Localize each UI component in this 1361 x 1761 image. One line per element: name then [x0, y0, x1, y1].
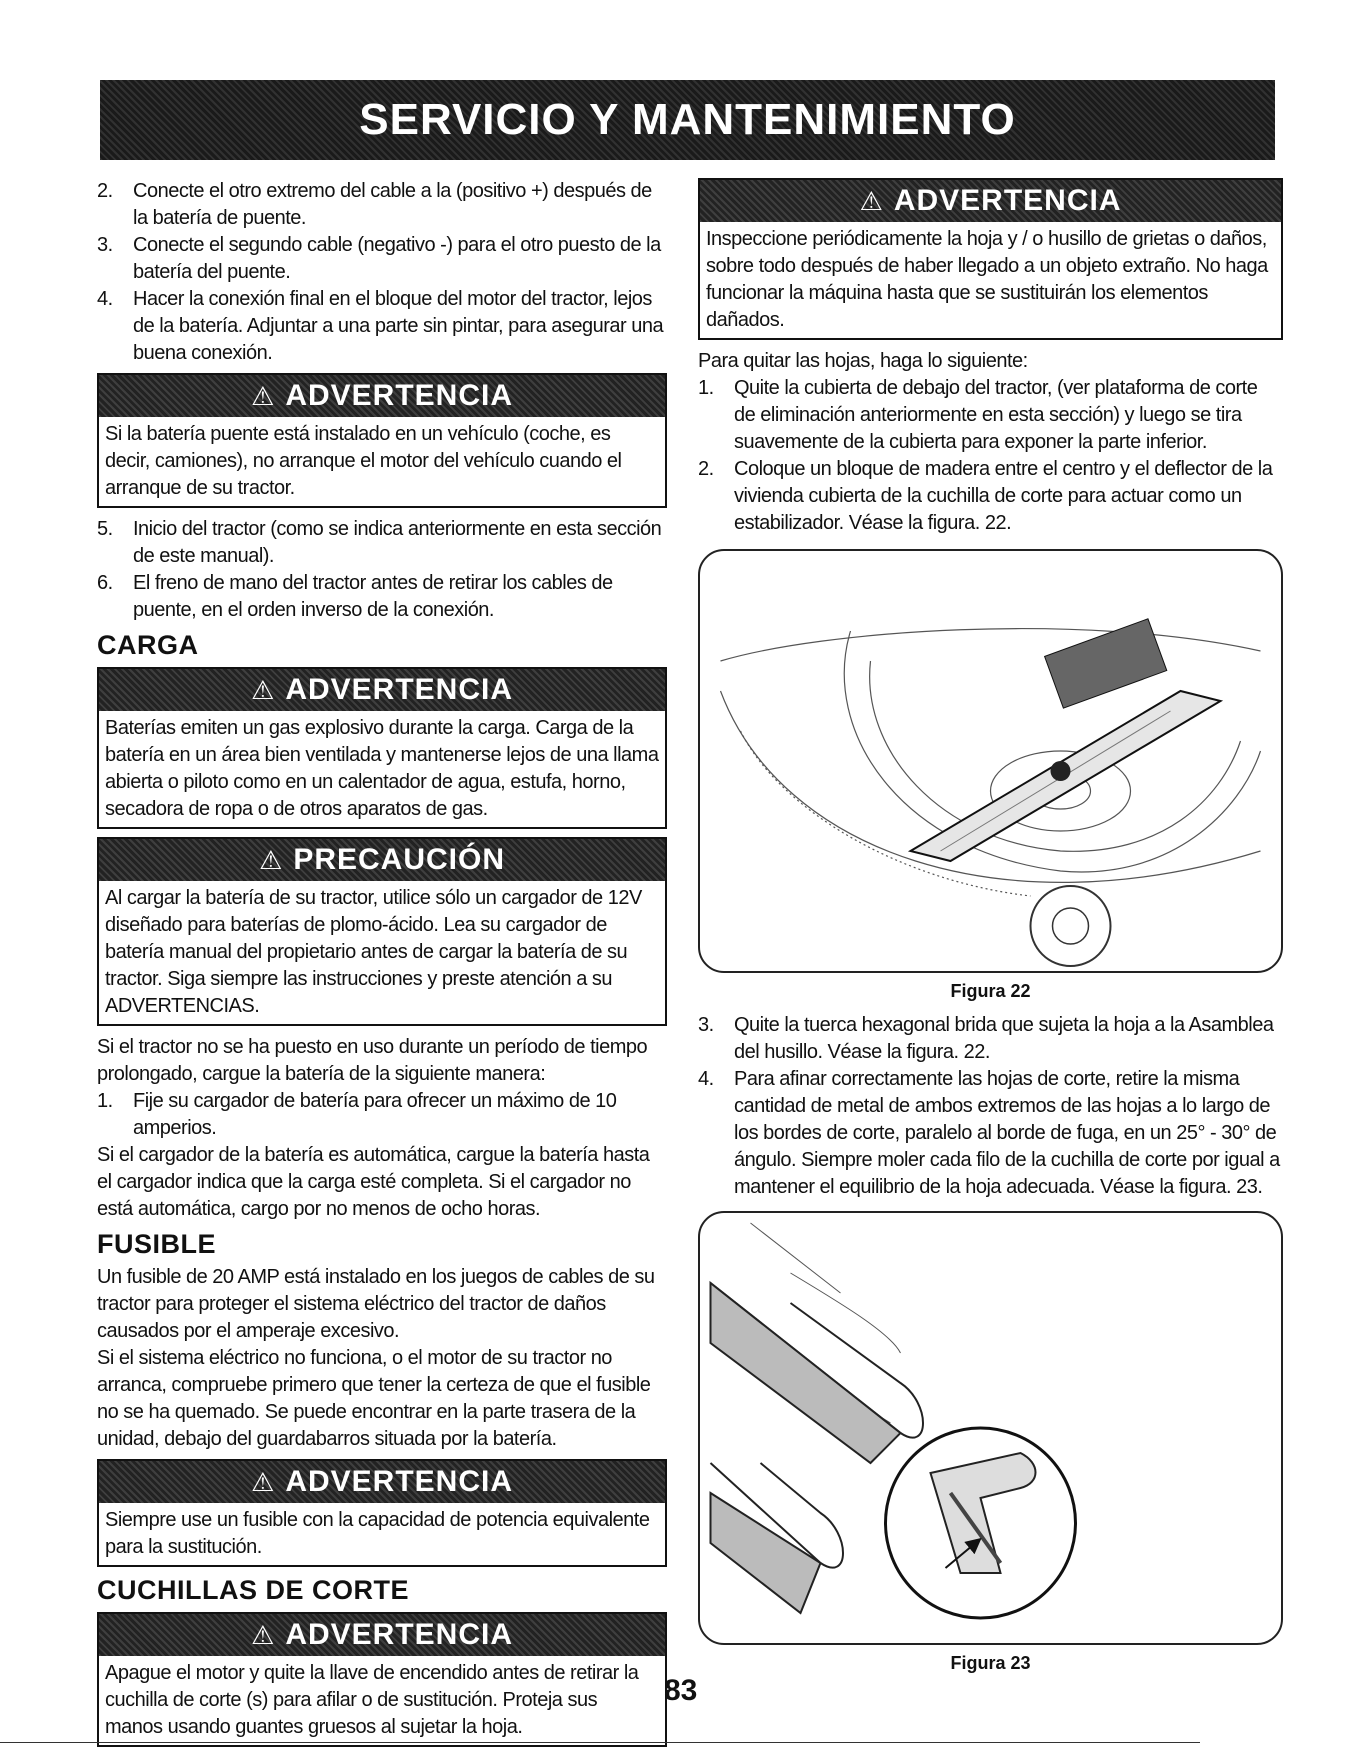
section-title-cuchillas: CUCHILLAS DE CORTE [97, 1575, 409, 1605]
page-header-banner [100, 80, 1275, 160]
section-title-fusible: FUSIBLE [97, 1229, 217, 1259]
deck-blade-illustration [700, 551, 1281, 971]
paragraph-fuse-check: Si el sistema eléctrico no funciona, o el motor de su tractor no arranca, compruebe primero que tener la certeza de que el fusible no se ha quemado. Se puede encontrar en la parte trasera de la unidad, debajo del guardabarros situada por la batería. [97, 1347, 651, 1450]
warning-triangle-icon: ⚠ [251, 1619, 276, 1650]
caution-text: Al cargar la batería de su tractor, utilice sólo un cargador de 12V diseñado para baterías de plomo-ácido. Lea su cargador de batería manual del propietario antes de cargar la batería de su tractor. Siga siempre las instrucciones y preste atención a su ADVERTENCIAS. [105, 887, 642, 1017]
steps-list-sharpen [698, 1012, 1283, 1201]
warning-triangle-icon: ⚠ [251, 380, 276, 411]
section-title-carga: CARGA [97, 630, 199, 660]
footer-rule [0, 1742, 1200, 1743]
wood-block-shape [1045, 619, 1167, 708]
warning-text: Inspeccione periódicamente la hoja y / o husillo de grietas o daños, sobre todo después de haber llegado a un objeto extraño. No haga funcionar la máquina hasta que se sustituirán los elementos dañados. [706, 228, 1268, 331]
right-column [698, 178, 1283, 1684]
warning-box-inspect-blade [698, 178, 1283, 340]
list-item: 6. El freno de mano del tractor antes de retirar los cables de puente, en el orden inverso de la conexión. [97, 572, 613, 621]
steps-list-a [97, 178, 667, 367]
figure-22-deck-blade [698, 549, 1283, 973]
warning-header: ⚠ ADVERTENCIA [99, 1614, 665, 1656]
warning-text: Siempre use un fusible con la capacidad de potencia equivalente para la sustitución. [105, 1509, 650, 1558]
list-item: 1. Fije su cargador de batería para ofrecer un máximo de 10 amperios. [97, 1090, 617, 1139]
page-title: SERVICIO Y MANTENIMIENTO [359, 95, 1016, 144]
warning-triangle-icon: ⚠ [251, 674, 276, 705]
page-number: 83 [664, 1674, 698, 1707]
wheel-shape [1031, 886, 1111, 966]
list-item: 2. Coloque un bloque de madera entre el centro y el deflector de la vivienda cubierta de la cuchilla de corte para actuar como un estabilizador. Véase la figura. 22. [698, 458, 1273, 534]
paragraph-storage: Si el tractor no se ha puesto en uso durante un período de tiempo prolongado, cargue la batería de la siguiente manera: [97, 1036, 648, 1085]
paragraph-automatic-charger: Si el cargador de la batería es automática, cargue la batería hasta el cargador indica que la carga esté completa. Si el cargador no está automática, cargo por no menos de ocho horas. [97, 1144, 650, 1220]
left-column [97, 178, 667, 1755]
warning-box-fuse [97, 1459, 667, 1567]
figure-22-caption: Figura 22 [950, 981, 1031, 1001]
figure-23-caption: Figura 23 [950, 1653, 1031, 1673]
warning-box-jump-start [97, 373, 667, 508]
warning-text: Baterías emiten un gas explosivo durante la carga. Carga de la batería en un área bien ventilada y mantenerse lejos de una llama abierta o piloto como en un calentador de agua, estufa, horno, secadora de ropa o de otros aparatos de gas. [105, 717, 659, 820]
paragraph-remove-intro: Para quitar las hojas, haga lo siguiente: [698, 350, 1028, 372]
caution-box-charger [97, 837, 667, 1026]
hex-nut-shape [1051, 761, 1071, 781]
list-item: 1. Quite la cubierta de debajo del tractor, (ver plataforma de corte de eliminación anteriormente en esta sección) y luego se tira suavemente de la cubierta para exponer la parte inferior. [698, 377, 1258, 453]
warning-box-gas [97, 667, 667, 829]
list-item: 2. Conecte el otro extremo del cable a la (positivo +) después de la batería de puente. [97, 180, 652, 229]
warning-text: Si la batería puente está instalado en un vehículo (coche, es decir, camiones), no arranque el motor del vehículo cuando el arranque de su tractor. [105, 423, 622, 499]
list-item: 5. Inicio del tractor (como se indica anteriormente en esta sección de este manual). [97, 518, 662, 567]
steps-list-b [97, 516, 667, 624]
warning-triangle-icon: ⚠ [859, 185, 884, 216]
warning-text: Apague el motor y quite la llave de encendido antes de retirar la cuchilla de corte (s) para afilar o de sustitución. Proteja sus manos usando guantes gruesos al sujetar la hoja. [105, 1662, 639, 1738]
warning-header: ⚠ ADVERTENCIA [99, 669, 665, 711]
warning-header: ⚠ ADVERTENCIA [700, 180, 1281, 222]
warning-triangle-icon: ⚠ [259, 844, 284, 875]
steps-list-c [97, 1088, 667, 1142]
figure-23-blade-sharpening [698, 1211, 1283, 1645]
warning-box-blade-removal [97, 1612, 667, 1747]
paragraph-fuse: Un fusible de 20 AMP está instalado en los juegos de cables de su tractor para proteger el sistema eléctrico del tractor de daños causados por el amperaje excesivo. [97, 1266, 655, 1342]
list-item: 3. Conecte el segundo cable (negativo -) para el otro puesto de la batería del puente. [97, 234, 661, 283]
list-item: 4. Para afinar correctamente las hojas de corte, retire la misma cantidad de metal de ambos extremos de las hojas a lo largo de los bordes de corte, paralelo al borde de fuga, en un 25° - 30° de ángulo. Siempre moler cada filo de la cuchilla de corte por igual a mantener el equilibrio de la hoja adecuada. Véase la figura. 23. [698, 1068, 1280, 1198]
caution-header: ⚠ PRECAUCIÓN [99, 839, 665, 881]
list-item: 4. Hacer la conexión final en el bloque del motor del tractor, lejos de la batería. Adjuntar a una parte sin pintar, para asegurar una buena conexión. [97, 288, 664, 364]
steps-list-remove [698, 375, 1283, 537]
warning-header: ⚠ ADVERTENCIA [99, 375, 665, 417]
warning-triangle-icon: ⚠ [251, 1466, 276, 1497]
blade-sharpening-illustration [700, 1213, 1281, 1643]
list-item: 3. Quite la tuerca hexagonal brida que sujeta la hoja a la Asamblea del husillo. Véase la figura. 22. [698, 1014, 1274, 1063]
warning-header: ⚠ ADVERTENCIA [99, 1461, 665, 1503]
